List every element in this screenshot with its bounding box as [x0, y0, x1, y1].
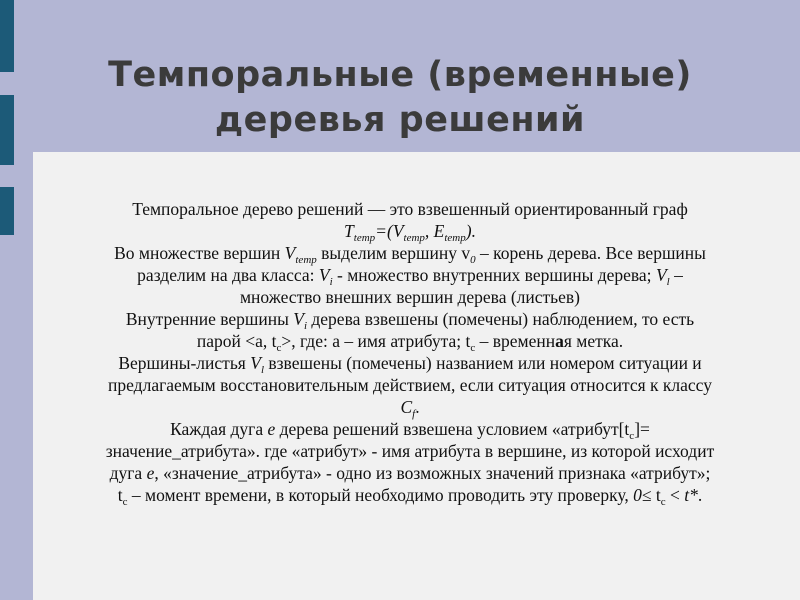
slide-title-line: Темпоральные (временные) [108, 55, 692, 95]
text-line: Каждая дуга e дерева решений взвешена условием «$атрибут[t_c]=$ [170, 419, 650, 442]
text-line: множество внешних вершин дерева (листьев) [239, 287, 581, 307]
slide-title [0, 53, 800, 143]
slide-body [40, 198, 780, 506]
slide-title-line: деревья решений [214, 100, 586, 140]
text-line: Вершины-листья $V_l$ взвешены (помечены) названием или номером ситуации и [118, 353, 702, 376]
left-accent-bar [0, 187, 14, 235]
text-line: Внутренние вершины $V_i$ дерева взвешены (помечены) наблюдением, то есть [125, 309, 695, 332]
text-line: разделим на два класса: $V_i$ - множество внутренних вершины дерева; $V_l$ – [137, 265, 683, 288]
text-line: Темпоральное дерево решений — это взвешенный ориентированный граф [132, 199, 688, 219]
text-line: предлагаемым восстановительным действием, если ситуация относится к классу [108, 375, 712, 395]
text-line: $t_c$ – момент времени, в который необходимо проводить эту проверку, $0\le t_c < t*$. [117, 485, 703, 508]
text-line: Во множестве вершин $V_{temp}$ выделим вершину $v_0$ – корень дерева. Все вершины [114, 243, 706, 266]
text-line: значение_атрибута». где «атрибут» - имя атрибута в вершине, из которой исходит [105, 441, 715, 461]
formula-line: $T_{temp}=(V_{temp}$, $E_{temp}$). [344, 221, 476, 244]
text-line: дуга e, «значение_атрибута» - одно из возможных значений признака «атрибут»; [109, 463, 711, 483]
formula-line: $C_f$. [400, 397, 420, 420]
text-line: парой <a, $t_c>$, где: a – имя атрибута; $t_c$ – временная метка. [196, 331, 624, 354]
